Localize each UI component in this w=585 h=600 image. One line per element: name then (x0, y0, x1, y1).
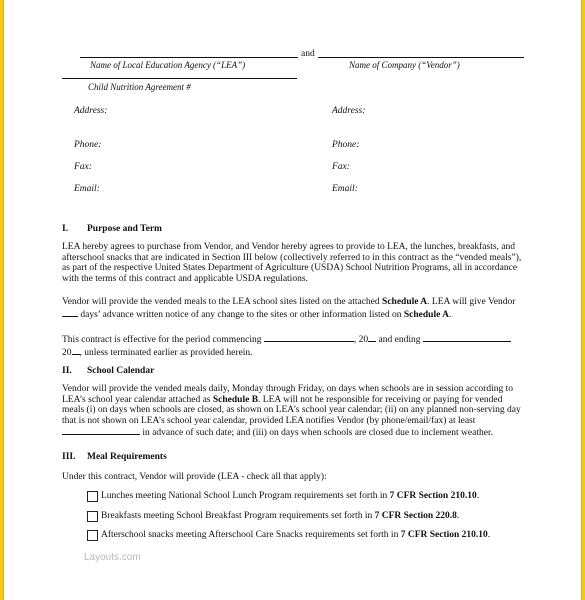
text-line: with the terms of this contract and applicable USDA regulations. (62, 273, 308, 284)
lea-email-label: Email: (74, 184, 100, 194)
text-line: in advance of such date; and (iii) on days when schools are closed due to inclement weather. (62, 426, 542, 439)
watermark: Layouts.com (84, 552, 141, 563)
section-1-title: Purpose and Term (87, 224, 162, 234)
agreement-number-line[interactable] (62, 78, 297, 79)
text-line: days’ advance written notice of any change to the sites or other information listed on Schedule A. (62, 308, 542, 321)
end-year-blank[interactable] (72, 346, 80, 355)
section-1-paragraph-3 (62, 333, 542, 358)
text-line: meals (i) on days when schools are closed, as shown on LEA’s school year calendar; (ii) on any planned non-serving day (62, 405, 521, 416)
text-line: that is not shown on LEA’s school year calendar, provided LEA notifies Vendor (by phone/email/fax) at least (62, 415, 476, 426)
text-line: LEA hereby agrees to purchase from Vendor, and Vendor hereby agrees to provide to LEA, the lunches, breakfasts, and (62, 242, 516, 252)
lea-name-line[interactable] (80, 57, 298, 58)
lunches-checkbox[interactable] (87, 491, 98, 502)
text-line: Vendor will provide the vended meals to the LEA school sites listed on the attached Schedule A. LEA will give Vendor (62, 297, 516, 307)
snacks-option: Afterschool snacks meeting Afterschool Care Snacks requirements set forth in 7 CFR Section 210.10. (101, 530, 491, 540)
agreement-caption: Child Nutrition Agreement # (88, 82, 191, 92)
start-date-blank[interactable] (264, 333, 354, 342)
notice-days-blank[interactable] (62, 308, 78, 317)
text-line: 20 , unless terminated earlier as provided herein. (62, 347, 253, 358)
lea-fax-label: Fax: (74, 162, 92, 172)
start-year-blank[interactable] (368, 333, 376, 342)
lea-address-label: Address: (74, 106, 108, 116)
lea-caption: Name of Local Education Agency (“LEA”) (90, 60, 246, 70)
breakfasts-option: Breakfasts meeting School Breakfast Program requirements set forth in 7 CFR Section 220.8. (101, 511, 460, 521)
section-1-paragraph-1 (62, 242, 542, 284)
end-date-blank[interactable] (423, 333, 511, 342)
lunches-option: Lunches meeting National School Lunch Program requirements set forth in 7 CFR Section 210.10. (101, 491, 480, 501)
vendor-address-label: Address: (332, 106, 366, 116)
section-2-number: II. (62, 366, 72, 376)
section-2-title: School Calendar (87, 366, 155, 376)
vendor-name-line[interactable] (318, 57, 524, 58)
section-3-intro: Under this contract, Vendor will provide (LEA - check all that apply): (62, 472, 327, 482)
breakfasts-checkbox[interactable] (87, 511, 98, 522)
text-line: Vendor will provide the vended meals daily, Monday through Friday, on days when schools are in session according to (62, 384, 513, 394)
text-line: afterschool snacks that are indicated in Section III below (collectively referred to in this contract as the “vended meals”), (62, 252, 522, 263)
text-line: as part of the respective United States Department of Agriculture (USDA) School Nutrition Programs, all in accordance (62, 263, 518, 274)
vendor-phone-label: Phone: (332, 140, 360, 150)
and-text: and (301, 49, 315, 59)
section-1-number: I. (62, 224, 69, 234)
vendor-fax-label: Fax: (332, 162, 350, 172)
text-line: LEA’s school year calendar attached as Schedule B. LEA will not be responsible for receiving or paying for vended (62, 394, 503, 405)
text-line: This contract is effective for the period commencing , 20 and ending (62, 333, 542, 346)
document-page (4, 0, 581, 600)
section-3-title: Meal Requirements (87, 452, 167, 462)
section-3-number: III. (62, 452, 76, 462)
lea-phone-label: Phone: (74, 140, 102, 150)
snacks-checkbox[interactable] (87, 530, 98, 541)
notice-period-blank[interactable] (62, 426, 140, 435)
vendor-email-label: Email: (332, 184, 358, 194)
section-2-paragraph (62, 384, 542, 439)
vendor-caption: Name of Company (“Vendor”) (349, 60, 460, 70)
section-1-paragraph-2 (62, 297, 542, 320)
